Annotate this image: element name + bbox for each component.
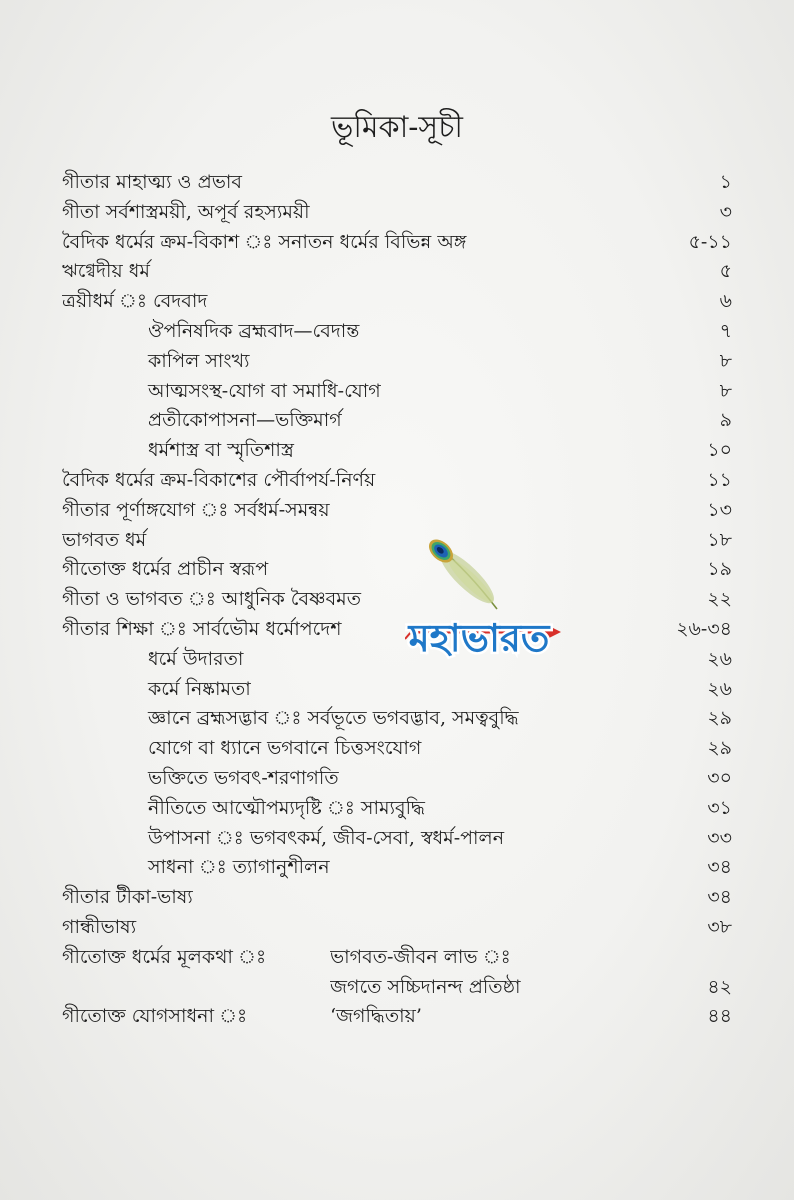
logo-text: মহাভারত xyxy=(408,616,550,660)
toc-entry xyxy=(62,943,732,1003)
toc-subentry xyxy=(62,704,732,734)
entry-page: ৪৪ xyxy=(707,1005,732,1028)
entry-title: জ্ঞানে ব্রহ্মসদ্ভাব ঃ সর্বভূতে ভগবদ্ভাব, সমত্ববুদ্ধি xyxy=(148,707,519,730)
entry-title: ত্রয়ীধর্ম ঃ বেদবাদ xyxy=(62,290,208,313)
entry-page: ১৯ xyxy=(707,558,732,581)
toc-subentry xyxy=(62,645,732,675)
entry-subtitles xyxy=(330,1002,680,1032)
entry-subtitles xyxy=(330,943,680,1003)
toc-subentry xyxy=(62,764,732,794)
entry-page: ১০ xyxy=(707,439,732,462)
entry-title: কর্মে নিষ্কামতা xyxy=(148,677,251,700)
toc-subentry xyxy=(62,794,732,824)
toc-subentry xyxy=(62,853,732,883)
toc-subentry xyxy=(62,436,732,466)
entry-title: গীতোক্ত ধর্মের মূলকথা ঃ xyxy=(62,945,267,968)
toc-entry xyxy=(62,198,732,228)
entry-title: গীতার মাহাত্ম্য ও প্রভাব xyxy=(62,171,243,193)
entry-title: গীতা সর্বশাস্ত্রময়ী, অপূর্ব রহস্যময়ী xyxy=(62,200,310,223)
toc-entry xyxy=(62,257,732,287)
entry-page: ২৯ xyxy=(707,707,732,730)
entry-page: ৫-১১ xyxy=(688,230,732,253)
entry-page: ৮ xyxy=(719,379,732,402)
entry-page: ১১ xyxy=(707,468,732,491)
entry-title: ঋগ্বেদীয় ধর্ম xyxy=(62,260,150,283)
entry-page: ৩ xyxy=(719,200,732,223)
entry-title: নীতিতে আত্মৌপম্যদৃষ্টি ঃ সাম্যবুদ্ধি xyxy=(148,796,425,819)
entry-page: ৯ xyxy=(719,409,732,432)
toc-entry xyxy=(62,555,732,585)
entry-title: গীতার শিক্ষা ঃ সার্বভৌম ধর্মোপদেশ xyxy=(62,617,342,640)
entry-page: ৩৪ xyxy=(707,856,732,879)
entry-subtitle: ‘জগদ্ধিতায়’ xyxy=(330,1005,422,1028)
toc-entry xyxy=(62,883,732,913)
entry-page: ৬ xyxy=(719,290,732,313)
entry-page: ৩৩ xyxy=(707,826,732,849)
entry-page: ৩৪ xyxy=(707,886,732,909)
entry-page: ২৬ xyxy=(707,677,732,700)
entry-page: ৪২ xyxy=(707,975,732,998)
toc-entry xyxy=(62,228,732,258)
page-title: ভূমিকা-সূচী xyxy=(330,110,463,145)
entry-title: গীতার পূর্ণাঙ্গযোগ ঃ সর্বধর্ম-সমন্বয় xyxy=(62,498,330,521)
entry-title: গীতোক্ত যোগসাধনা ঃ xyxy=(62,1005,248,1028)
entry-title: কাপিল সাংখ্য xyxy=(148,349,250,372)
toc-entry xyxy=(62,496,732,526)
peacock-feather-icon xyxy=(425,535,501,610)
entry-subtitle: ভাগবত-জীবন লাভ ঃ xyxy=(330,945,511,968)
entry-title: বৈদিক ধর্মের ক্রম-বিকাশ ঃ সনাতন ধর্মের বিভিন্ন অঙ্গ xyxy=(62,230,467,253)
mahabharat-logo xyxy=(405,525,565,675)
entry-title: সাধনা ঃ ত্যাগানুশীলন xyxy=(148,856,330,879)
entry-page: ৩১ xyxy=(707,796,732,819)
entry-page: ৫ xyxy=(719,260,732,283)
toc-subentry xyxy=(62,406,732,436)
toc-subentry xyxy=(62,317,732,347)
entry-title: ভক্তিতে ভগবৎ-শরণাগতি xyxy=(148,766,339,789)
entry-title: ভাগবত ধর্ম xyxy=(62,528,147,551)
entry-title: উপাসনা ঃ ভগবৎকর্ম, জীব-সেবা, স্বধর্ম-পালন xyxy=(148,826,505,849)
entry-page: ১৮ xyxy=(707,528,732,551)
toc-entry xyxy=(62,526,732,556)
entry-page: ২৬-৩৪ xyxy=(676,617,732,640)
entry-page: ৮ xyxy=(719,349,732,372)
toc-subentry xyxy=(62,734,732,764)
entry-title: ধর্মশাস্ত্র বা স্মৃতিশাস্ত্র xyxy=(148,439,294,462)
toc-entry xyxy=(62,168,732,198)
entry-title: বৈদিক ধর্মের ক্রম-বিকাশের পৌর্বাপর্য-নির্ণয় xyxy=(62,468,376,491)
entry-page: ২৯ xyxy=(707,737,732,760)
entry-title: গীতার টীকা-ভাষ্য xyxy=(62,886,193,909)
entry-page: ২২ xyxy=(707,588,732,611)
entry-page: ৭ xyxy=(719,319,732,342)
toc-subentry xyxy=(62,377,732,407)
toc-subentry xyxy=(62,824,732,854)
entry-page: ১৩ xyxy=(707,498,732,521)
entry-page: ৩৮ xyxy=(707,915,732,938)
entry-title: ঔপনিষদিক ব্রহ্মবাদ—বেদান্ত xyxy=(148,319,360,342)
toc-subentry xyxy=(62,347,732,377)
toc-entry xyxy=(62,1002,732,1032)
entry-title: গান্ধীভাষ্য xyxy=(62,915,137,938)
toc-subentry xyxy=(62,675,732,705)
toc-entry xyxy=(62,466,732,496)
toc-entry xyxy=(62,615,732,645)
entry-title: গীতা ও ভাগবত ঃ আধুনিক বৈষ্ণবমত xyxy=(62,588,361,611)
entry-page: ২৬ xyxy=(707,647,732,670)
entry-title: প্রতীকোপাসনা—ভক্তিমার্গ xyxy=(148,409,342,432)
toc-entry xyxy=(62,585,732,615)
entry-title: আত্মসংস্থ-যোগ বা সমাধি-যোগ xyxy=(148,379,381,402)
entry-title: যোগে বা ধ্যানে ভগবানে চিত্তসংযোগ xyxy=(148,737,422,760)
entry-page: ৩০ xyxy=(707,766,732,789)
entry-title: গীতোক্ত ধর্মের প্রাচীন স্বরূপ xyxy=(62,558,269,581)
entry-title: ধর্মে উদারতা xyxy=(148,647,244,670)
entry-page: ১ xyxy=(719,171,732,193)
toc-entry xyxy=(62,287,732,317)
table-of-contents xyxy=(62,168,732,1032)
toc-entry xyxy=(62,913,732,943)
entry-subtitle: জগতে সচ্চিদানন্দ প্রতিষ্ঠা xyxy=(330,975,521,998)
